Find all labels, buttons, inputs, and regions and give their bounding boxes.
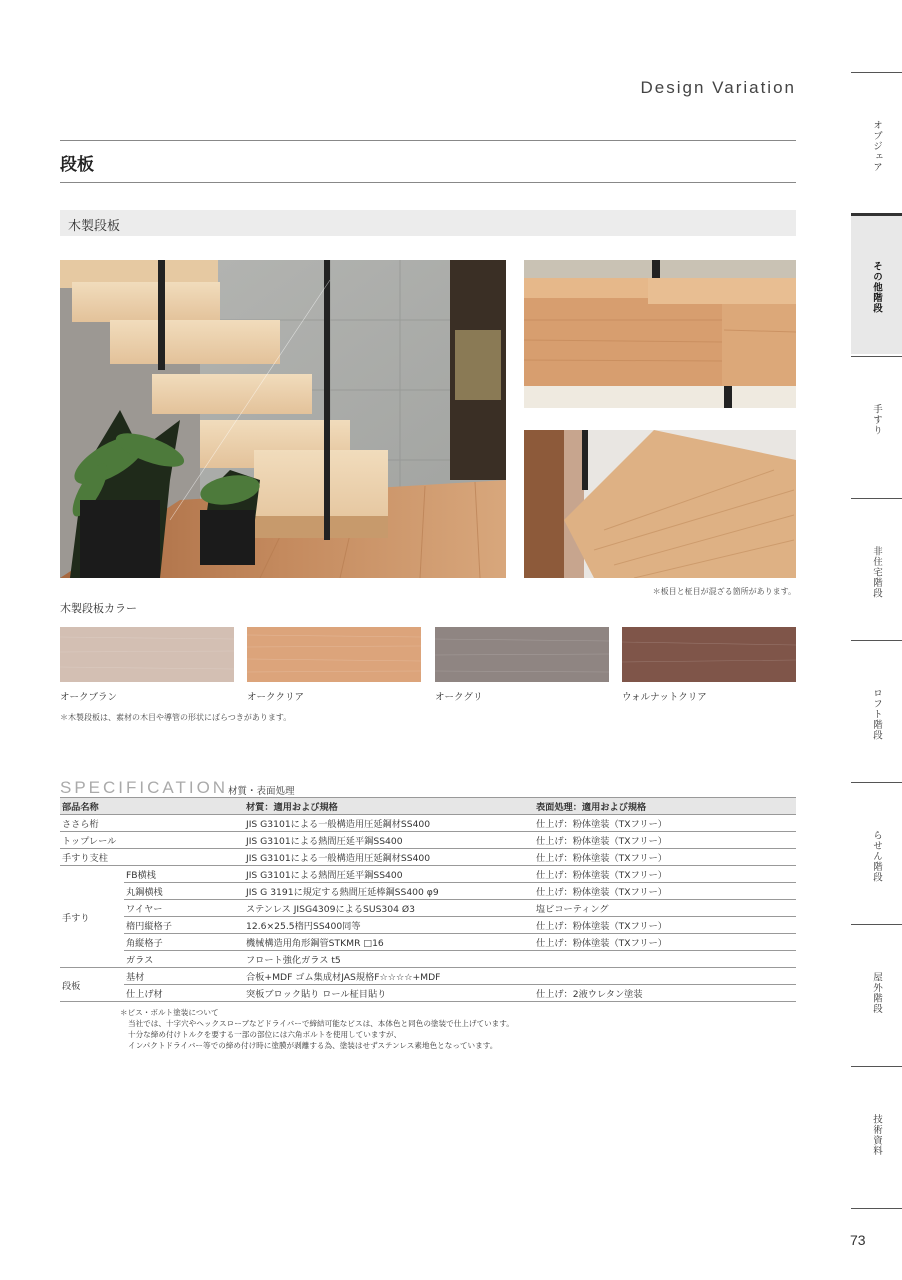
color-section-title: 木製段板カラー [60,602,137,615]
finish [534,951,796,968]
page-number: 73 [850,1232,866,1248]
side-tab-technical[interactable] [851,1066,902,1207]
spec-heading: SPECIFICATION [60,778,229,797]
column-header: 部品名称 [60,798,244,815]
finish: 仕上げ：粉体塗装（TXフリー） [534,883,796,900]
side-tab-bottom-line [851,1208,902,1209]
spec-subheading: 材質・表面処理 [228,786,295,797]
material: 合板+MDF ゴム集成材JAS規格F☆☆☆☆+MDF [244,968,534,985]
side-tab-outdoor[interactable] [851,924,902,1065]
design-variation-heading: Design Variation [640,78,796,97]
header-divider [60,140,796,141]
swatch-label: オーククリア [247,692,305,703]
part-name: ガラス [124,951,244,968]
finish: 仕上げ：粉体塗装（TXフリー） [534,934,796,951]
part-name: トップレール [60,832,244,849]
side-tab-other-stairs[interactable] [851,213,902,354]
swatch-label: オークブラン [60,692,118,703]
side-tab-spiral[interactable] [851,782,902,923]
footnote-line: インパクトドライバー等での締め付け時に塗膜が剥離する為、塗装はせずステンレス素地色となっています。 [128,1041,498,1050]
part-name: 手すり支柱 [60,849,244,866]
material: フロート強化ガラス t5 [244,951,534,968]
side-tab-label: オブジェア [871,120,882,173]
group-name: 段板 [60,968,124,1002]
footnote-line: ＊ビス・ボルト塗装について [120,1008,219,1017]
side-tab-handrail[interactable] [851,356,902,497]
swatch-label: オークグリ [435,692,483,703]
finish: 仕上げ：粉体塗装（TXフリー） [534,832,796,849]
table-row [60,815,796,832]
photo-note: ＊板目と柾目が混ざる箇所があります。 [652,587,796,596]
part-name: 角縦格子 [124,934,244,951]
side-tab-label: 非住宅階段 [871,546,882,599]
table-row [60,832,796,849]
material: JIS G3101による熱間圧延平鋼SS400 [244,866,534,883]
side-tab-label: 手すり [871,404,882,436]
material: 機械構造用角形鋼管STKMR □16 [244,934,534,951]
side-tab-non-residential[interactable] [851,498,902,639]
part-name: 基材 [124,968,244,985]
material: 12.6×25.5楕円SS400同等 [244,917,534,934]
side-tab-loft[interactable] [851,640,902,781]
section-title: 段板 [60,155,94,175]
table-header-row [60,798,796,815]
part-name: 仕上げ材 [124,985,244,1002]
table-row [60,866,796,883]
part-name: ワイヤー [124,900,244,917]
tread-closeup-photo [524,260,796,408]
table-row [60,934,796,951]
spec-footnote [120,1007,514,1051]
side-tab-label: 屋外階段 [871,972,882,1014]
staircase-photo [60,260,506,578]
side-tab-label: らせん階段 [871,830,882,883]
side-tab-objea[interactable] [851,72,902,213]
finish [534,968,796,985]
finish: 仕上げ：粉体塗装（TXフリー） [534,866,796,883]
table-row [60,917,796,934]
table-row [60,968,796,985]
side-tab-label: ロフト階段 [871,688,882,741]
footnote-line: 十分な締め付けトルクを要する一部の部位には六角ボルトを使用していますが、 [128,1030,402,1039]
color-note: ＊木製段板は、素材の木目や導管の形状にばらつきがあります。 [60,713,292,722]
finish: 塩ビコーティング [534,900,796,917]
finish: 仕上げ：粉体塗装（TXフリー） [534,849,796,866]
swatch-grain-overlay [60,627,796,682]
finish: 仕上げ：2液ウレタン塗装 [534,985,796,1002]
finish: 仕上げ：粉体塗装（TXフリー） [534,917,796,934]
table-row [60,849,796,866]
group-name: 手すり [60,866,124,968]
material: JIS G3101による一般構造用圧延鋼材SS400 [244,815,534,832]
column-header: 材質：適用および規格 [244,798,534,815]
column-header: 表面処理：適用および規格 [534,798,796,815]
table-row [60,951,796,968]
subsection-title: 木製段板 [68,219,121,234]
material: ステンレス JISG4309によるSUS304 Ø3 [244,900,534,917]
material: JIS G3101による熱間圧延平鋼SS400 [244,832,534,849]
table-row [60,900,796,917]
tread-angle-photo [524,430,796,578]
material: JIS G3101による一般構造用圧延鋼材SS400 [244,849,534,866]
section-divider [60,182,796,183]
table-row [60,883,796,900]
part-name: FB横桟 [124,866,244,883]
part-name: ささら桁 [60,815,244,832]
part-name: 楕円縦格子 [124,917,244,934]
subsection-bar [60,210,796,236]
finish: 仕上げ：粉体塗装（TXフリー） [534,815,796,832]
part-name: 丸鋼横桟 [124,883,244,900]
material: 突板ブロック貼り ロール柾目貼り [244,985,534,1002]
footnote-line: 当社では、十字穴やヘックスローブなどドライバーで締結可能なビスは、本体色と同色の塗装で仕上げています。 [128,1019,514,1028]
swatch-label: ウォルナットクリア [622,692,707,703]
table-row [60,985,796,1002]
side-tab-label: その他階段 [871,261,882,314]
spec-table [60,797,796,1002]
material: JIS G 3191に規定する熱間圧延棒鋼SS400 φ9 [244,883,534,900]
side-tab-label: 技術資料 [871,1114,882,1156]
